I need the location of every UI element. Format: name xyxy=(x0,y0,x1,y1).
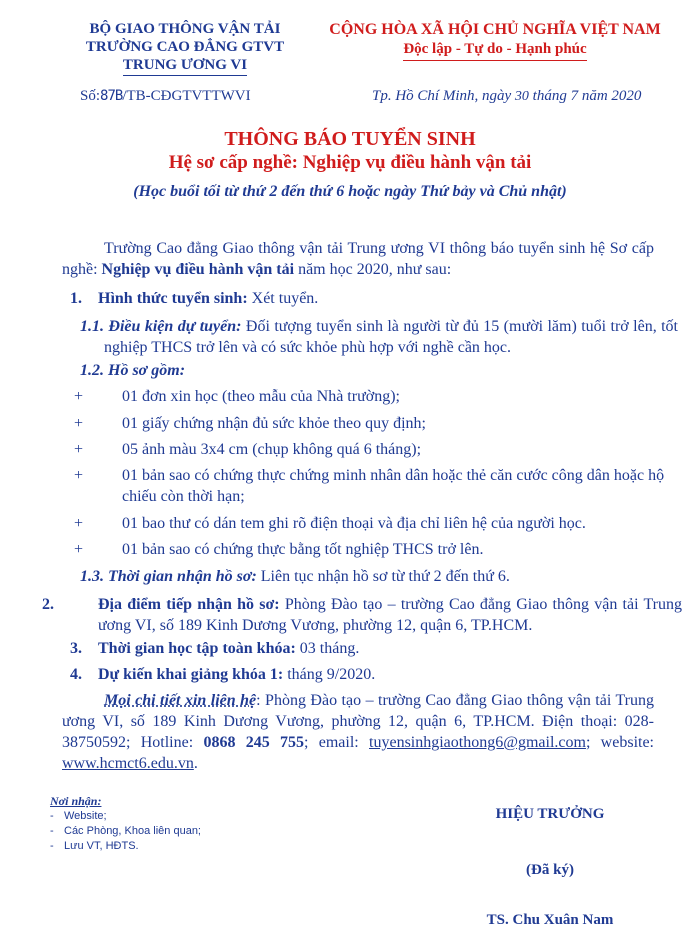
contact-text: : Phòng Đào tạo – trường Cao đẳng Giao thông vận tải Trung ương VI, số 189 Kinh Dương Vương, phường 12, quận 6, TP.HCM. Điện thoại: 028-38750592; Hotline: xyxy=(62,692,654,751)
section-2-number: 2. xyxy=(42,596,54,613)
section-3-text: 03 tháng. xyxy=(295,640,360,657)
document-item xyxy=(74,465,696,507)
document-item-text: 01 đơn xin học (theo mẫu của Nhà trường); xyxy=(122,388,400,405)
doc-number-suffix: /TB-CĐGTVTTWVI xyxy=(122,88,251,104)
section-1-number: 1. xyxy=(70,290,82,307)
recipient-text: Website; xyxy=(64,810,107,822)
recipient-item xyxy=(50,809,201,824)
section-1-text: Xét tuyển. xyxy=(247,290,319,307)
section-1-2-label: 1.2. Hồ sơ gồm: xyxy=(80,362,186,379)
document-item-text: 01 bản sao có chứng thực chứng minh nhân dân hoặc thẻ căn cước công dân hoặc hộ chiếu còn thời hạn; xyxy=(122,467,665,505)
section-1-3 xyxy=(80,566,654,587)
intro-text: Trường Cao đẳng Giao thông vận tải Trung ương VI thông báo tuyển sinh hệ Sơ cấp nghề: xyxy=(62,240,654,278)
bullet: + xyxy=(74,515,84,532)
section-4-label: Dự kiến khai giảng khóa 1: xyxy=(98,666,284,683)
section-1-3-label: 1.3. Thời gian nhận hồ sơ: xyxy=(80,568,257,585)
place-date-suffix: tháng 7 năm 2020 xyxy=(528,88,642,104)
bullet: + xyxy=(74,388,84,405)
school-name-line2: TRUNG ƯƠNG VI xyxy=(123,56,247,76)
place-date-prefix: Tp. Hồ Chí Minh, ngày xyxy=(372,88,515,104)
recipient-item xyxy=(50,824,201,839)
section-1-label: Hình thức tuyển sinh: xyxy=(98,290,248,307)
contact-text: ; email: xyxy=(304,734,370,751)
contact-text: ; website: xyxy=(585,734,654,751)
contact-paragraph xyxy=(62,690,654,774)
place-date-day: 30 xyxy=(514,89,529,104)
section-1 xyxy=(62,288,654,309)
bullet: + xyxy=(74,441,84,458)
recipients-label: Nơi nhận: xyxy=(50,794,102,808)
recipients-block xyxy=(50,794,201,854)
schedule-note: (Học buổi tối từ thứ 2 đến thứ 6 hoặc ngày Thứ bảy và Chủ nhật) xyxy=(133,183,567,200)
document-item-text: 01 bản sao có chứng thực bằng tốt nghiệp THCS trở lên. xyxy=(122,541,484,558)
ministry-name: BỘ GIAO THÔNG VẬN TẢI xyxy=(89,21,281,37)
section-3-label: Thời gian học tập toàn khóa: xyxy=(98,640,296,657)
intro-text-end: năm học 2020, như sau: xyxy=(294,261,452,278)
dash: - xyxy=(50,810,54,822)
section-4-number: 4. xyxy=(70,666,82,683)
section-2 xyxy=(42,594,682,636)
website-link[interactable]: www.hcmct6.edu.vn xyxy=(62,755,194,772)
contact-text: . xyxy=(193,755,198,772)
document-item xyxy=(74,413,696,434)
section-1-3-text: Liên tục nhận hồ sơ từ thứ 2 đến thứ 6. xyxy=(256,568,510,585)
section-1-1-label: 1.1. Điều kiện dự tuyển: xyxy=(80,318,242,335)
section-2-text: Phòng Đào tạo – trường Cao đẳng Giao thông vận tải Trung ương VI, số 189 Kinh Dương Vương, phường 12, quận 6, TP.HCM. xyxy=(98,596,682,634)
doc-number-handwritten: 87B xyxy=(100,88,123,104)
document-item xyxy=(74,513,696,534)
section-2-label: Địa điểm tiếp nhận hồ sơ: xyxy=(98,596,280,613)
document-item xyxy=(74,386,696,407)
document-title: THÔNG BÁO TUYỂN SINH xyxy=(224,128,476,150)
document-item xyxy=(74,539,696,560)
country-name: CỘNG HÒA XÃ HỘI CHỦ NGHĨA VIỆT NAM xyxy=(329,21,661,38)
place-date xyxy=(372,88,641,105)
section-3-number: 3. xyxy=(70,640,82,657)
section-4 xyxy=(62,664,654,685)
document-number xyxy=(80,88,251,105)
motto: Độc lập - Tự do - Hạnh phúc xyxy=(403,40,586,61)
section-1-1-text: Đối tượng tuyển sinh là người từ đủ 15 (mười lăm) tuổi trở lên, tốt nghiệp THCS trở lên và có sức khỏe phù hợp với nghề cần học. xyxy=(104,318,678,356)
document-item-text: 01 giấy chứng nhận đủ sức khỏe theo quy định; xyxy=(122,415,426,432)
bullet: + xyxy=(74,541,84,558)
doc-number-prefix: Số: xyxy=(80,88,101,104)
dash: - xyxy=(50,825,54,837)
signer-name: TS. Chu Xuân Nam xyxy=(486,912,614,928)
recipient-item xyxy=(50,839,201,854)
bullet: + xyxy=(74,415,84,432)
section-1-1 xyxy=(80,316,678,358)
signer-title: HIỆU TRƯỞNG xyxy=(495,806,605,822)
document-item-text: 05 ảnh màu 3x4 cm (chụp không quá 6 tháng); xyxy=(122,441,422,458)
email-link[interactable]: tuyensinhgiaothong6@gmail.com xyxy=(369,734,586,751)
school-name: TRƯỜNG CAO ĐẲNG GTVT xyxy=(85,39,285,55)
section-1-2 xyxy=(80,360,654,381)
national-motto-block xyxy=(325,20,665,61)
document-item xyxy=(74,439,696,460)
contact-label: Mọi chi tiết xin liên hệ xyxy=(104,692,257,709)
intro-paragraph xyxy=(62,238,654,280)
recipient-text: Các Phòng, Khoa liên quan; xyxy=(64,825,201,837)
document-item-text: 01 bao thư có dán tem ghi rõ điện thoại và địa chỉ liên hệ của người học. xyxy=(122,515,586,532)
section-3 xyxy=(62,638,654,659)
dash: - xyxy=(50,840,54,852)
program-name: Nghiệp vụ điều hành vận tải xyxy=(101,261,295,278)
hotline-number: 0868 245 755 xyxy=(203,734,305,751)
section-4-text: tháng 9/2020. xyxy=(283,666,376,683)
signed-note: (Đã ký) xyxy=(526,862,574,878)
issuer-block xyxy=(60,20,310,76)
recipient-text: Lưu VT, HĐTS. xyxy=(64,840,139,852)
document-subtitle: Hệ sơ cấp nghề: Nghiệp vụ điều hành vận tải xyxy=(168,152,532,173)
bullet: + xyxy=(74,467,84,484)
